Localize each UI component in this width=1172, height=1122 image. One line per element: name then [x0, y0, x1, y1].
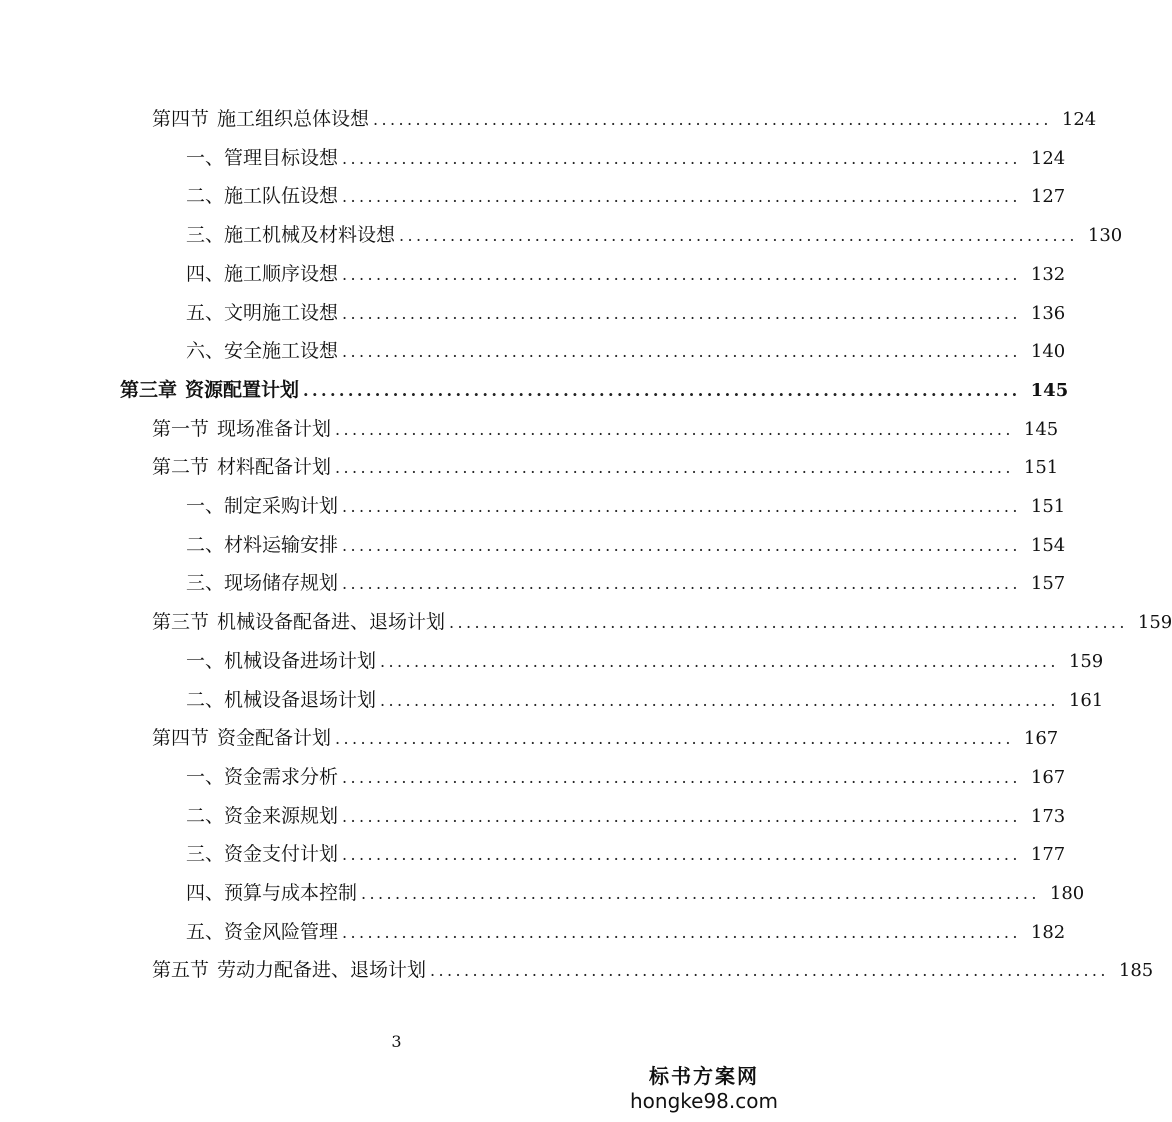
toc-leader-dots: ................................................................................ [380, 690, 1059, 710]
toc-page-number: 157 [1030, 573, 1066, 595]
toc-entry [152, 106, 1097, 132]
toc-page-number: 154 [1030, 534, 1066, 556]
toc-entry-title [152, 106, 369, 132]
toc-page-number: 185 [1118, 960, 1154, 982]
toc-entry-title [186, 532, 338, 558]
toc-entry-prefix: 六、 [186, 340, 225, 363]
toc-entry-title [152, 957, 426, 983]
toc-entry [186, 841, 1066, 867]
toc-page-number: 159 [1137, 612, 1172, 634]
toc-entry-text: 机械设备进场计划 [224, 649, 377, 672]
toc-entry-prefix: 第四节 [152, 727, 210, 750]
toc-leader-dots: ................................................................................ [342, 922, 1021, 942]
toc-entry-prefix: 四、 [186, 882, 225, 904]
toc-entry-text: 现场储存规划 [224, 572, 339, 595]
toc-entry-title [120, 377, 299, 403]
toc-entry-text: 制定采购计划 [224, 495, 339, 517]
watermark-chinese: 标书方案网 [649, 1064, 759, 1088]
toc-leader-dots: ................................................................................ [342, 497, 1021, 516]
toc-leader-dots: ................................................................................ [335, 419, 1014, 439]
toc-entry-text: 劳动力配备进、退场计划 [217, 959, 427, 982]
toc-entry [186, 145, 1066, 171]
toc-entry [186, 764, 1066, 790]
toc-page-number: 145 [1023, 418, 1059, 440]
toc-entry-text: 安全施工设想 [224, 340, 339, 363]
toc-entry-text: 预算与成本控制 [224, 882, 358, 904]
toc-entry-prefix: 二、 [186, 688, 225, 711]
toc-entry-text: 资金支付计划 [224, 843, 339, 866]
toc-entry [152, 609, 1172, 635]
toc-entry-prefix: 五、 [186, 920, 225, 943]
toc-leader-dots: ................................................................................ [342, 187, 1021, 207]
toc-page-number: 167 [1030, 766, 1066, 788]
toc-leader-dots: ................................................................................ [373, 110, 1052, 129]
toc-entry-title [152, 416, 331, 442]
toc-leader-dots: ................................................................................ [342, 806, 1021, 826]
toc-page-number: 167 [1023, 728, 1059, 750]
toc-page-number: 173 [1030, 805, 1066, 827]
toc-leader-dots: ................................................................................ [449, 613, 1128, 633]
toc-leader-dots: ................................................................................ [342, 264, 1021, 284]
toc-leader-dots: ................................................................................ [342, 303, 1021, 323]
toc-entry-prefix: 一、 [186, 649, 225, 672]
toc-entry-text: 材料配备计划 [217, 456, 332, 479]
toc-entry-prefix: 第二节 [152, 456, 210, 479]
toc-entry-title [152, 609, 445, 635]
toc-page-number: 159 [1068, 650, 1104, 672]
toc-entry-text: 材料运输安排 [224, 533, 339, 556]
toc-entry [186, 570, 1066, 596]
toc-entry-text: 资金配备计划 [217, 727, 332, 750]
toc-entry-prefix: 第三节 [152, 611, 210, 634]
toc-page-number: 151 [1023, 457, 1059, 479]
toc-entry-prefix: 五、 [186, 301, 225, 324]
toc-entry-prefix: 三、 [186, 843, 225, 866]
toc-entry-text: 管理目标设想 [224, 146, 339, 169]
toc-entry-title [152, 454, 331, 480]
toc-page-number: 182 [1030, 921, 1066, 943]
toc-entry-title [186, 764, 338, 790]
toc-leader-dots: ................................................................................ [303, 380, 1021, 400]
toc-page-number: 124 [1061, 109, 1097, 130]
toc-entry-title [186, 338, 338, 364]
toc-chapter-entry [120, 377, 1069, 403]
toc-entry [186, 880, 1085, 906]
toc-entry-text: 机械设备配备进、退场计划 [217, 611, 446, 634]
toc-entry-title [186, 919, 338, 945]
toc-entry-prefix: 第五节 [152, 959, 210, 982]
toc-entry [186, 919, 1066, 945]
toc-entry [152, 416, 1059, 442]
watermark-logo [624, 1064, 784, 1114]
toc-entry-title [186, 803, 338, 829]
toc-entry-title [186, 222, 395, 248]
toc-page-number: 161 [1068, 689, 1104, 711]
toc-entry-title [186, 687, 376, 713]
toc-leader-dots: ................................................................................ [342, 767, 1021, 787]
toc-entry [186, 300, 1066, 326]
toc-entry-title [186, 880, 357, 906]
toc-entry [152, 725, 1059, 751]
toc-leader-dots: ................................................................................ [361, 884, 1040, 903]
toc-entry-prefix: 二、 [186, 185, 225, 208]
toc-entry [186, 803, 1066, 829]
toc-entry-prefix: 二、 [186, 533, 225, 556]
toc-entry-text: 施工队伍设想 [224, 185, 339, 208]
toc-entry-prefix: 三、 [186, 224, 225, 247]
toc-leader-dots: ................................................................................ [380, 651, 1059, 671]
toc-page-number: 151 [1030, 496, 1066, 517]
toc-page-number: 127 [1030, 186, 1066, 208]
toc-entry-title [186, 145, 338, 171]
toc-entry-prefix: 第三章 [120, 378, 178, 401]
toc-entry-prefix: 一、 [186, 765, 225, 788]
toc-entry-prefix: 三、 [186, 572, 225, 595]
toc-entry-prefix: 第四节 [152, 108, 210, 130]
toc-entry-text: 现场准备计划 [217, 417, 332, 440]
watermark-url: hongke98.com [630, 1089, 778, 1113]
toc-leader-dots: ................................................................................ [430, 961, 1109, 981]
toc-entry [186, 493, 1066, 519]
toc-entry [186, 338, 1066, 364]
toc-entry-text: 施工顺序设想 [224, 262, 339, 285]
toc-leader-dots: ................................................................................ [342, 148, 1021, 168]
toc-entry [152, 957, 1154, 983]
toc-entry-text: 施工机械及材料设想 [224, 224, 396, 247]
toc-entry-text: 施工组织总体设想 [217, 108, 370, 130]
toc-entry-title [186, 183, 338, 209]
toc-entry-title [186, 570, 338, 596]
toc-entry-prefix: 四、 [186, 262, 225, 285]
toc-entry [186, 648, 1104, 674]
toc-entry-title [186, 493, 338, 519]
toc-entry [186, 183, 1066, 209]
toc-page-number: 140 [1030, 341, 1066, 363]
toc-entry [186, 222, 1123, 248]
toc-entry [152, 454, 1059, 480]
toc-entry-prefix: 二、 [186, 804, 225, 827]
toc-page-number: 130 [1087, 225, 1123, 247]
toc-leader-dots: ................................................................................ [335, 458, 1014, 478]
toc-leader-dots: ................................................................................ [342, 574, 1021, 594]
toc-entry [186, 687, 1104, 713]
toc-leader-dots: ................................................................................ [342, 535, 1021, 555]
toc-leader-dots: ................................................................................ [342, 342, 1021, 362]
toc-page-number: 136 [1030, 302, 1066, 324]
toc-page-number: 124 [1030, 147, 1066, 169]
toc-entry-text: 文明施工设想 [224, 301, 339, 324]
toc-entry-prefix: 第一节 [152, 417, 210, 440]
toc-page-number: 132 [1030, 263, 1066, 285]
toc-entry-title [186, 261, 338, 287]
toc-entry-prefix: 一、 [186, 146, 225, 169]
toc-entry-title [186, 648, 376, 674]
toc-entry-text: 资金风险管理 [224, 920, 339, 943]
toc-entry-title [152, 725, 331, 751]
toc-entry-text: 资金来源规划 [224, 804, 339, 827]
toc-entry [186, 261, 1066, 287]
toc-leader-dots: ................................................................................ [399, 226, 1078, 246]
toc-entry-title [186, 841, 338, 867]
toc-page-number: 145 [1030, 379, 1069, 401]
toc-entry-text: 资源配置计划 [185, 378, 300, 401]
toc-page-number: 180 [1049, 883, 1085, 904]
toc-leader-dots: ................................................................................ [342, 845, 1021, 865]
toc-entry-text: 资金需求分析 [224, 765, 339, 788]
toc-entry [186, 532, 1066, 558]
toc-entry-text: 机械设备退场计划 [224, 688, 377, 711]
page-number: 3 [391, 1032, 402, 1051]
toc-entry-title [186, 300, 338, 326]
toc-page-number: 177 [1030, 844, 1066, 866]
toc-leader-dots: ................................................................................ [335, 729, 1014, 749]
toc-entry-prefix: 一、 [186, 495, 225, 517]
